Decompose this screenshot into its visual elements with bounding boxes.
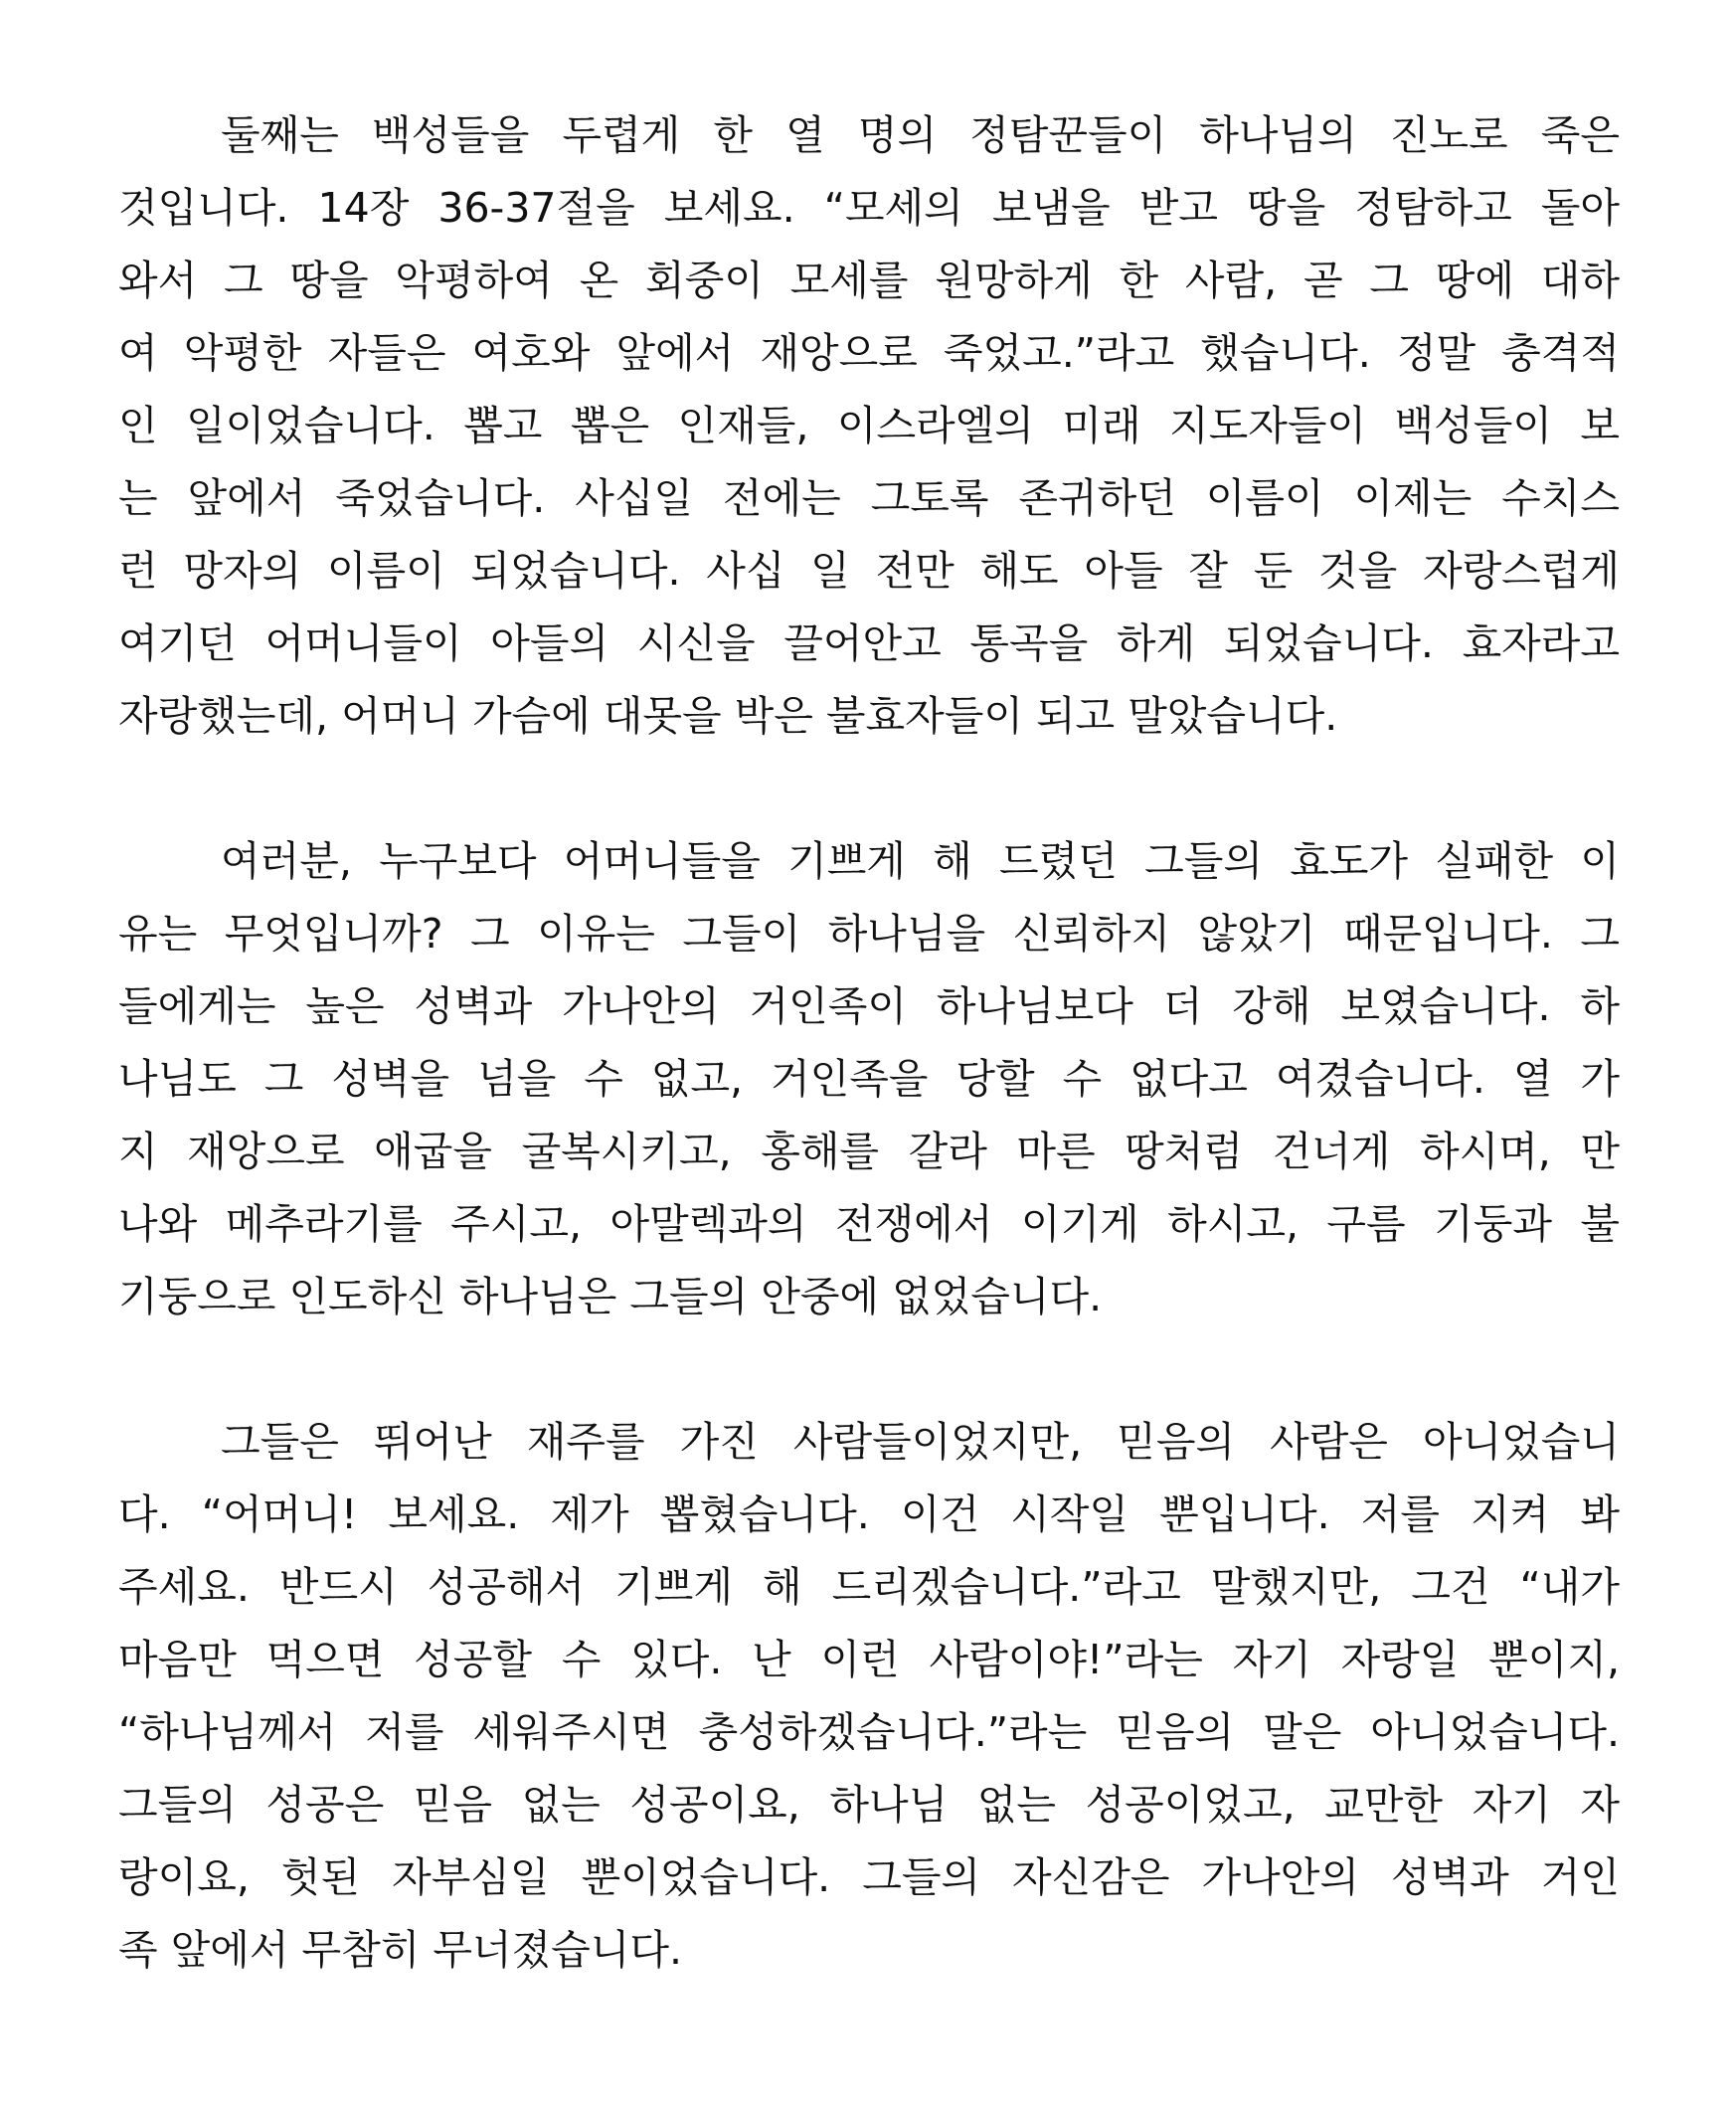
text-line: 여러분, 누구보다 어머니들을 기쁘게 해 드렸던 그들의 효도가 실패한 이 (221, 837, 1620, 885)
text-line: 주세요. 반드시 성공해서 기쁘게 해 드리겠습니다.”라고 말했지만, 그건 “내가 (118, 1563, 1620, 1611)
text-line: 것입니다. 14장 36-37절을 보세요. “모세의 보냄을 받고 땅을 정탐하고 돌아 (118, 184, 1620, 232)
paragraph-gap (118, 753, 1620, 825)
text-line: 족 앞에서 무참히 무너졌습니다. (118, 1926, 683, 1974)
paragraph-2 (118, 825, 1620, 1333)
text-line: 마음만 먹으면 성공할 수 있다. 난 이런 사람이야!”라는 자기 자랑일 뿐이지, (118, 1636, 1620, 1683)
text-line: 런 망자의 이름이 되었습니다. 사십 일 전만 해도 아들 잘 둔 것을 자랑스럽게 (118, 547, 1620, 595)
text-line: 나님도 그 성벽을 넘을 수 없고, 거인족을 당할 수 없다고 여겼습니다. 열 가 (118, 1055, 1620, 1103)
text-line: 유는 무엇입니까? 그 이유는 그들이 하나님을 신뢰하지 않았기 때문입니다. 그 (118, 910, 1620, 958)
text-line: 그들의 성공은 믿음 없는 성공이요, 하나님 없는 성공이었고, 교만한 자기 자 (118, 1781, 1620, 1829)
document-page (118, 99, 1620, 1987)
text-line: 는 앞에서 죽었습니다. 사십일 전에는 그토록 존귀하던 이름이 이제는 수치스 (118, 474, 1620, 522)
text-line: 나와 메추라기를 주시고, 아말렉과의 전쟁에서 이기게 하시고, 구름 기둥과 불 (118, 1200, 1620, 1248)
paragraph-3 (118, 1406, 1620, 1987)
text-line: 여기던 어머니들이 아들의 시신을 끌어안고 통곡을 하게 되었습니다. 효자라고 (118, 619, 1620, 667)
text-line: 지 재앙으로 애굽을 굴복시키고, 홍해를 갈라 마른 땅처럼 건너게 하시며, 만 (118, 1128, 1620, 1175)
paragraph-1 (118, 99, 1620, 753)
text-line: 자랑했는데, 어머니 가슴에 대못을 박은 불효자들이 되고 말았습니다. (118, 692, 1338, 740)
text-line: 기둥으로 인도하신 하나님은 그들의 안중에 없었습니다. (118, 1273, 1103, 1320)
paragraph-gap (118, 1333, 1620, 1406)
text-line: 인 일이었습니다. 뽑고 뽑은 인재들, 이스라엘의 미래 지도자들이 백성들이 보 (118, 402, 1620, 449)
text-line: 여 악평한 자들은 여호와 앞에서 재앙으로 죽었고.”라고 했습니다. 정말 충격적 (118, 329, 1620, 377)
text-line: 그들은 뛰어난 재주를 가진 사람들이었지만, 믿음의 사람은 아니었습니 (221, 1418, 1620, 1466)
text-line: “하나님께서 저를 세워주시면 충성하겠습니다.”라는 믿음의 말은 아니었습니다. (118, 1708, 1620, 1756)
text-line: 랑이요, 헛된 자부심일 뿐이었습니다. 그들의 자신감은 가나안의 성벽과 거인 (118, 1853, 1620, 1901)
text-line: 들에게는 높은 성벽과 가나안의 거인족이 하나님보다 더 강해 보였습니다. 하 (118, 982, 1620, 1030)
text-line: 둘째는 백성들을 두렵게 한 열 명의 정탐꾼들이 하나님의 진노로 죽은 (221, 111, 1620, 159)
text-line: 다. “어머니! 보세요. 제가 뽑혔습니다. 이건 시작일 뿐입니다. 저를 지켜 봐 (118, 1490, 1620, 1538)
text-line: 와서 그 땅을 악평하여 온 회중이 모세를 원망하게 한 사람, 곧 그 땅에 대하 (118, 257, 1620, 304)
